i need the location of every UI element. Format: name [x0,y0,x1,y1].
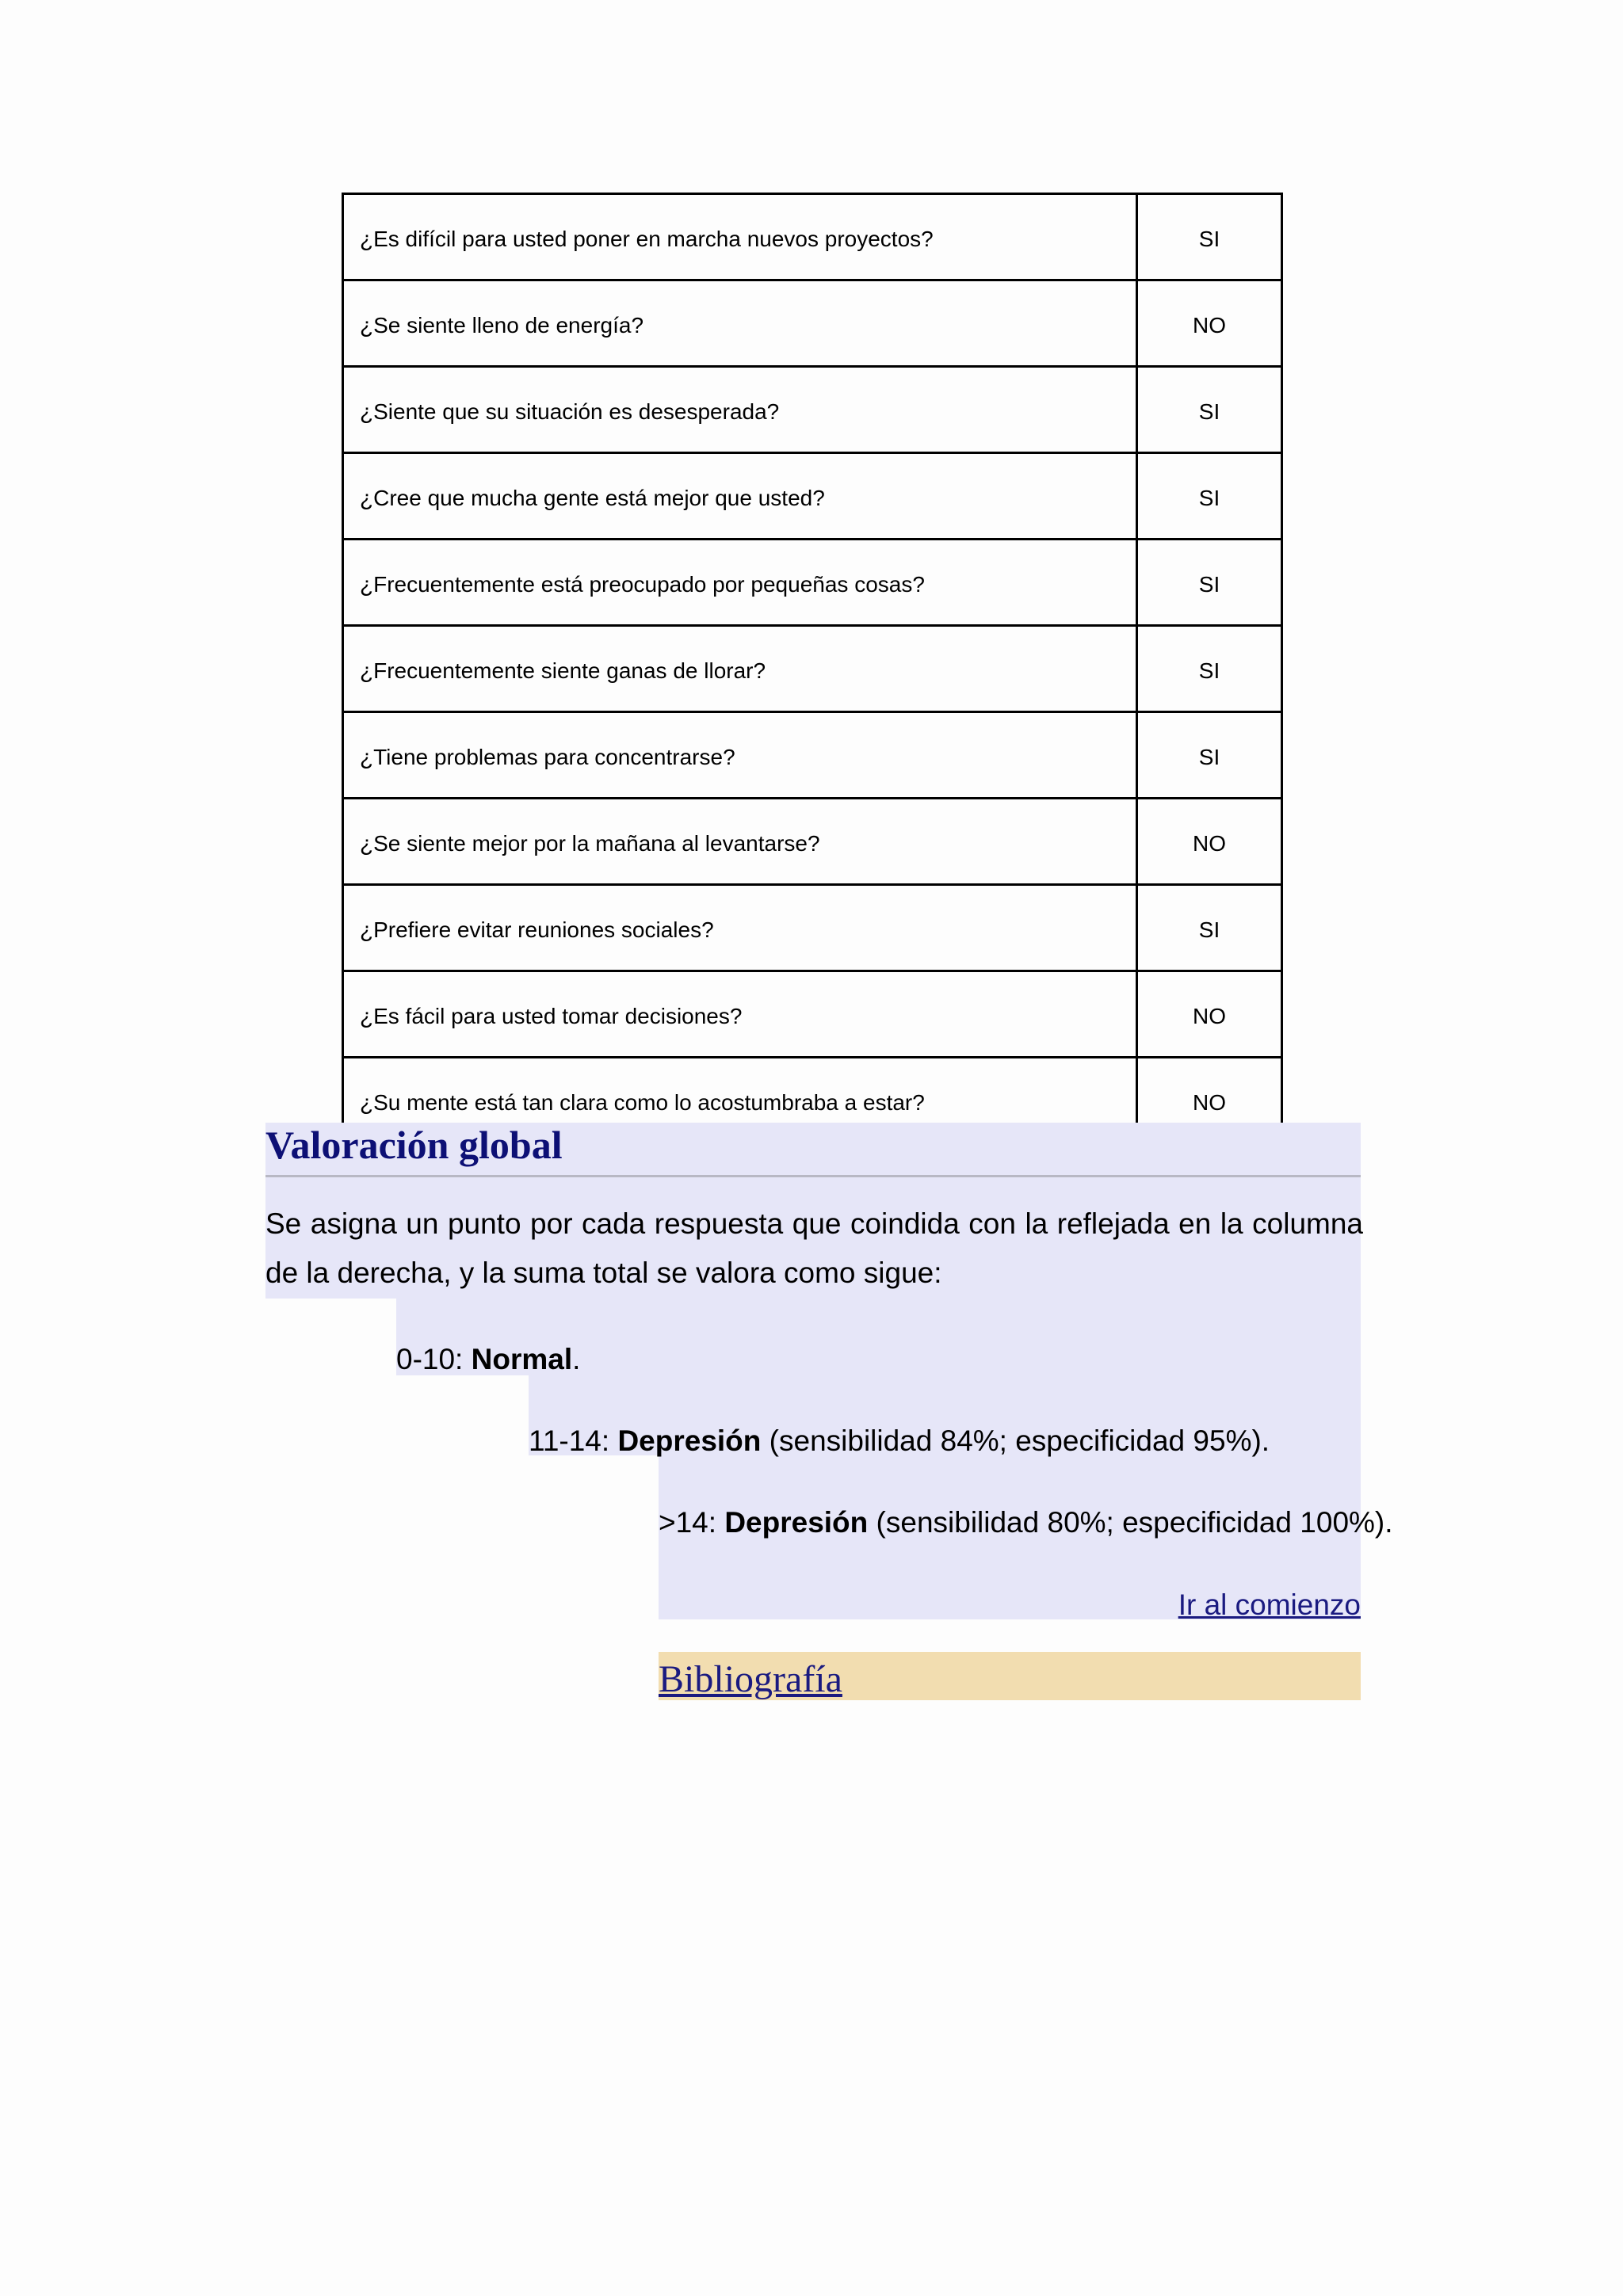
range-value: >14: [659,1506,725,1539]
expected-answer: SI [1137,712,1282,799]
section-title: Valoración global [265,1123,563,1167]
expected-answer: NO [1137,280,1282,367]
expected-answer: SI [1137,540,1282,626]
question-row [343,799,1282,885]
question-text: ¿Siente que su situación es desesperada? [343,367,1137,453]
question-row [343,194,1282,280]
question-text: ¿Prefiere evitar reuniones sociales? [343,885,1137,971]
question-text: ¿Su mente está tan clara como lo acostumbraba a estar? [343,1058,1137,1144]
question-text: ¿Frecuentemente está preocupado por pequeñas cosas? [343,540,1137,626]
expected-answer: NO [1137,1058,1282,1144]
bibliography-link[interactable]: Bibliografía [659,1658,842,1700]
range-label: Normal [471,1343,573,1375]
expected-answer: SI [1137,367,1282,453]
question-text: ¿Tiene problemas para concentrarse? [343,712,1137,799]
expected-answer: SI [1137,626,1282,712]
score-range-severe [659,1508,1393,1537]
question-row [343,712,1282,799]
question-text: ¿Frecuentemente siente ganas de llorar? [343,626,1137,712]
title-divider [265,1175,1361,1177]
range-detail: . [572,1343,581,1375]
question-text: ¿Se siente lleno de energía? [343,280,1137,367]
back-to-top-link[interactable]: Ir al comienzo [1178,1589,1361,1621]
expected-answer: NO [1137,971,1282,1058]
score-range-moderate [529,1426,1270,1455]
expected-answer: SI [1137,885,1282,971]
scoring-description: Se asigna un punto por cada respuesta que coindida con la reflejada en la columna de la derecha, y la suma total se valora como sigue: [265,1207,1363,1289]
range-detail: (sensibilidad 80%; especificidad 100%). [868,1506,1393,1539]
questionnaire-table [342,193,1283,1145]
question-row [343,367,1282,453]
expected-answer: SI [1137,453,1282,540]
question-row [343,540,1282,626]
range-label: Depresión [617,1425,762,1457]
question-row [343,626,1282,712]
question-row [343,971,1282,1058]
question-text: ¿Se siente mejor por la mañana al levantarse? [343,799,1137,885]
question-row [343,453,1282,540]
expected-answer: SI [1137,194,1282,280]
question-text: ¿Es difícil para usted poner en marcha nuevos proyectos? [343,194,1137,280]
range-value: 11-14: [529,1425,618,1457]
score-range-normal [396,1344,580,1374]
expected-answer: NO [1137,799,1282,885]
question-text: ¿Cree que mucha gente está mejor que usted? [343,453,1137,540]
range-label: Depresión [724,1506,869,1539]
question-text: ¿Es fácil para usted tomar decisiones? [343,971,1137,1058]
question-row [343,885,1282,971]
question-row [343,280,1282,367]
range-value: 0-10: [396,1343,472,1375]
range-detail: (sensibilidad 84%; especificidad 95%). [761,1425,1270,1457]
